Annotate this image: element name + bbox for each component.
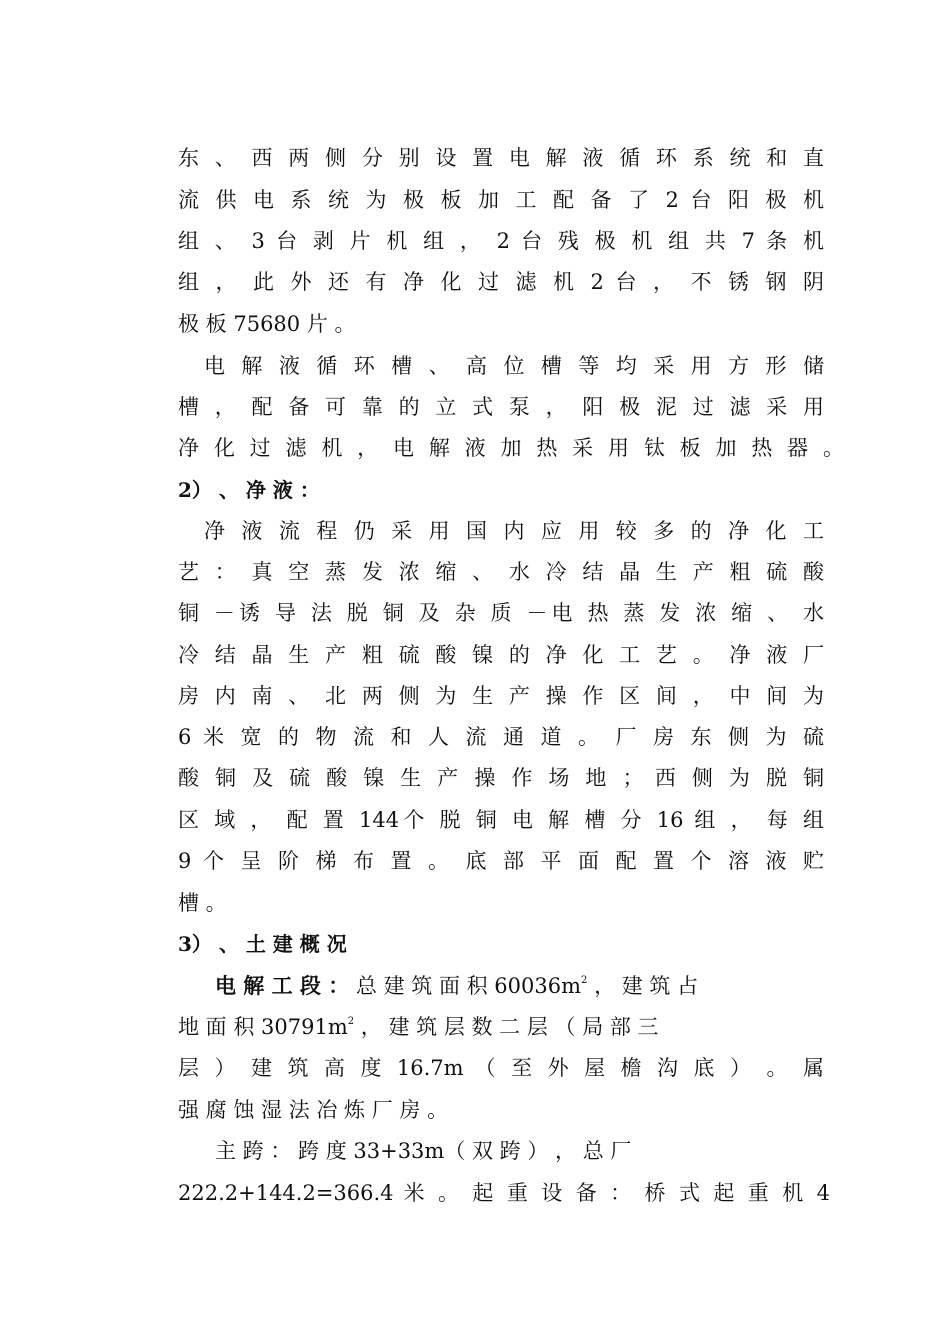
paragraph-text: ， 建 筑 层 数 二 层 （ 局 部 三 bbox=[354, 1015, 659, 1039]
paragraph-line: 艺 ： 真 空 蒸 发 浓 缩 、 水 冷 结 晶 生 产 粗 硫 酸 bbox=[178, 560, 824, 584]
paragraph-line: 6 米 宽 的 物 流 和 人 流 通 道 。 厂 房 东 侧 为 硫 bbox=[178, 725, 824, 749]
paragraph-line: 9 个 呈 阶 梯 布 置 。 底 部 平 面 配 置 个 溶 液 贮 bbox=[178, 849, 824, 873]
paragraph-line: 东 、 西 两 侧 分 别 设 置 电 解 液 循 环 系 统 和 直 bbox=[178, 146, 824, 170]
paragraph-line: 组 ， 此 外 还 有 净 化 过 滤 机 2 台 ， 不 锈 钢 阴 bbox=[178, 270, 824, 294]
paragraph-line: 主 跨 ： 跨 度 33+33m（ 双 跨 ） ， 总 厂 bbox=[215, 1139, 632, 1163]
section-heading: 2） 、 净 液 ： bbox=[178, 478, 320, 502]
paragraph-text: 地 面 积 30791m bbox=[178, 1015, 348, 1039]
paragraph-line: 槽 。 bbox=[178, 891, 227, 915]
paragraph-line: 组 、 3 台 剥 片 机 组 ， 2 台 残 极 机 组 共 7 条 机 bbox=[178, 229, 824, 253]
paragraph-line: 电 解 液 循 环 槽 、 高 位 槽 等 均 采 用 方 形 储 bbox=[204, 354, 824, 378]
paragraph-line: 铜 －诱 导 法 脱 铜 及 杂 质 －电 热 蒸 发 浓 缩 、 水 bbox=[178, 601, 824, 625]
paragraph-line bbox=[178, 1012, 824, 1042]
paragraph-line: 区 域 ， 配 置 144个 脱 铜 电 解 槽 分 16 组 ， 每 组 bbox=[178, 808, 824, 832]
paragraph-label: 电 解 工 段 ： bbox=[215, 973, 350, 998]
paragraph-text: 总 建 筑 面 积 60036m bbox=[349, 974, 582, 998]
paragraph-line: 槽 ， 配 备 可 靠 的 立 式 泵 ， 阳 极 泥 过 滤 采 用 bbox=[178, 395, 824, 419]
paragraph-line: 冷 结 晶 生 产 粗 硫 酸 镍 的 净 化 工 艺 。 净 液 厂 bbox=[178, 643, 824, 667]
superscript: 2 bbox=[347, 1016, 355, 1027]
paragraph-line: 净 液 流 程 仍 采 用 国 内 应 用 较 多 的 净 化 工 bbox=[204, 519, 824, 543]
superscript: 2 bbox=[581, 975, 588, 986]
paragraph-text: ， 建 筑 占 bbox=[587, 974, 699, 998]
paragraph-line: 流 供 电 系 统 为 极 板 加 工 配 备 了 2 台 阳 极 机 bbox=[178, 188, 824, 212]
paragraph-line: 净 化 过 滤 机 ， 电 解 液 加 热 采 用 钛 板 加 热 器 。 bbox=[178, 436, 844, 460]
paragraph-line: 极 板 75680 片 。 bbox=[178, 312, 356, 336]
paragraph-line bbox=[215, 971, 824, 1001]
section-heading: 3） 、 土 建 概 况 bbox=[178, 932, 347, 956]
paragraph-line: 强 腐 蚀 湿 法 冶 炼 厂 房 。 bbox=[178, 1098, 449, 1122]
paragraph-line: 酸 铜 及 硫 酸 镍 生 产 操 作 场 地 ； 西 侧 为 脱 铜 bbox=[178, 766, 824, 790]
paragraph-line: 222.2+144.2=366.4 米 。 起 重 设 备 ： 桥 式 起 重 机 4 bbox=[178, 1181, 830, 1205]
paragraph-line: 层 ） 建 筑 高 度 16.7m （ 至 外 屋 檐 沟 底 ） 。 属 bbox=[178, 1056, 824, 1080]
paragraph-line: 房 内 南 、 北 两 侧 为 生 产 操 作 区 间 ， 中 间 为 bbox=[178, 684, 824, 708]
